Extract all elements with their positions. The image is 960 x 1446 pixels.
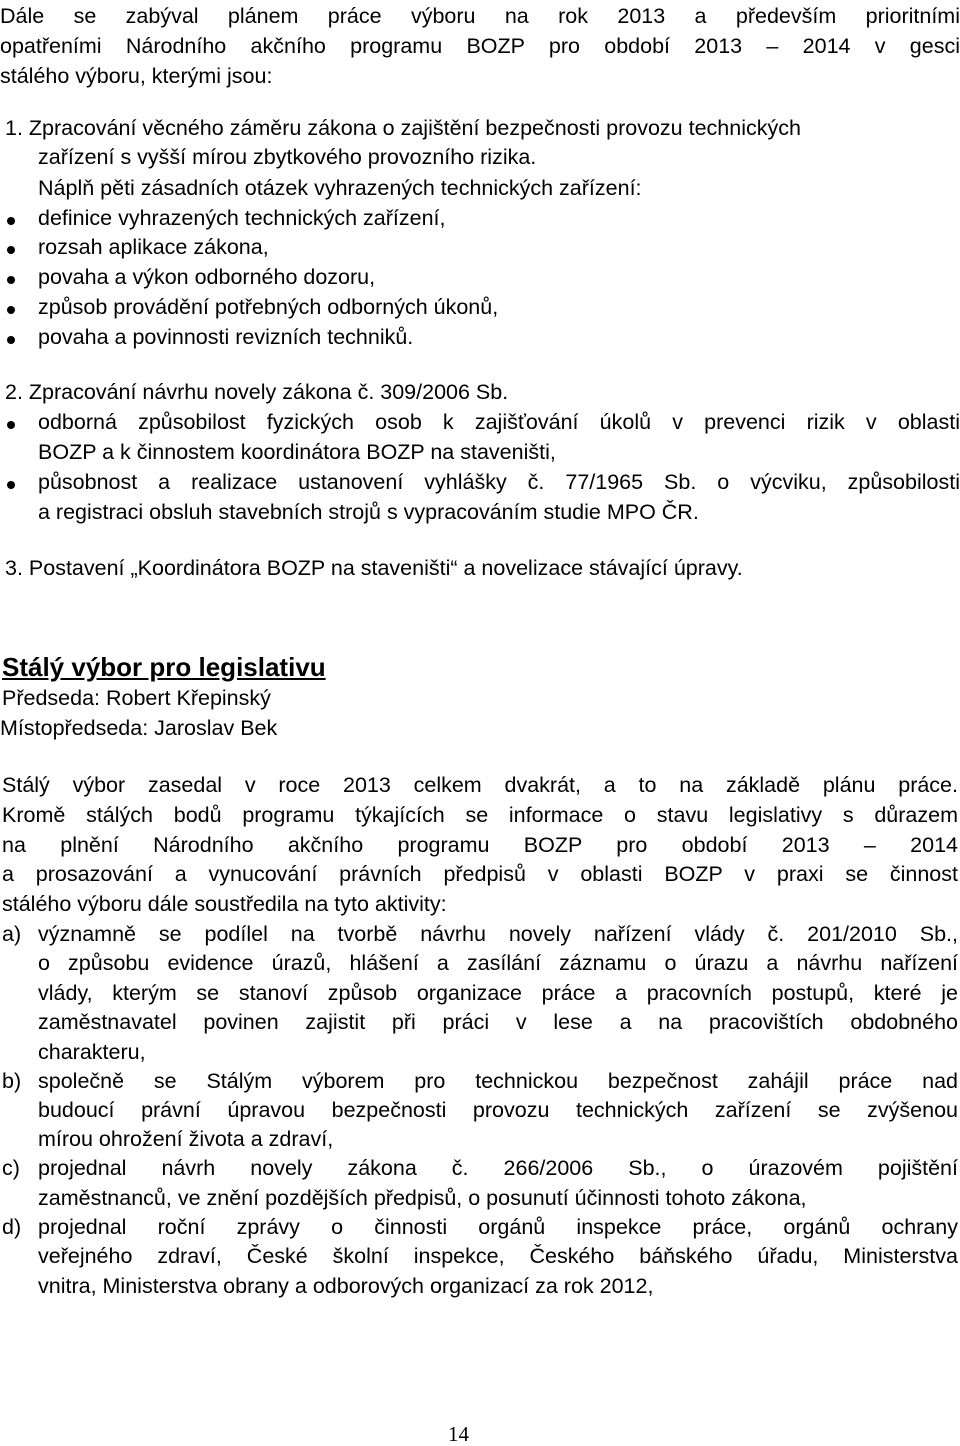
item1-title: 1. Zpracování věcného záměru zákona o zajištění bezpečnosti provozu technických bbox=[5, 116, 801, 140]
item2-bullet-1-line-1: odborná způsobilost fyzických osob k zajišťování úkolů v prevenci rizik v oblasti bbox=[38, 410, 960, 434]
bullet-icon bbox=[7, 246, 15, 254]
activity-b-letter: b) bbox=[2, 1069, 22, 1093]
activity-a-line-1: významně se podílel na tvorbě návrhu novely nařízení vlády č. 201/2010 Sb., bbox=[38, 922, 958, 946]
activity-b-line-2: budoucí právní úpravou bezpečnosti provozu technických zařízení se zvýšenou bbox=[38, 1098, 958, 1122]
item1-bullet-2: rozsah aplikace zákona, bbox=[38, 235, 269, 259]
committee-vice-chair: Místopředseda: Jaroslav Bek bbox=[0, 716, 278, 740]
activity-a-line-2: o způsobu evidence úrazů, hlášení a zasílání záznamu o úrazu a návrhu nařízení bbox=[38, 951, 958, 975]
item1-bullet-4: způsob provádění potřebných odborných úkonů, bbox=[38, 295, 499, 319]
report-line-3: na plnění Národního akčního programu BOZP pro období 2013 – 2014 bbox=[2, 833, 958, 857]
activity-a-line-4: zaměstnavatel povinen zajistit při práci v lese a na pracovištích obdobného bbox=[38, 1010, 958, 1034]
bullet-icon bbox=[7, 217, 15, 225]
item3-title: 3. Postavení „Koordinátora BOZP na staveništi“ a novelizace stávající úpravy. bbox=[5, 556, 743, 580]
activity-d-line-1: projednal roční zprávy o činnosti orgánů inspekce práce, orgánů ochrany bbox=[38, 1215, 958, 1239]
bullet-icon bbox=[7, 336, 15, 344]
report-line-4: a prosazování a vynucování právních předpisů v oblasti BOZP v praxi se činnost bbox=[2, 862, 958, 886]
activity-a-letter: a) bbox=[2, 922, 22, 946]
activity-b-line-3: mírou ohrožení života a zdraví, bbox=[38, 1127, 334, 1151]
bullet-icon bbox=[7, 421, 15, 429]
activity-a-line-3: vlády, kterým se stanoví způsob organizace práce a pracovních postupů, které je bbox=[38, 981, 958, 1005]
item1-title-cont: zařízení s vyšší mírou zbytkového provozního rizika. bbox=[38, 145, 537, 169]
activity-c-letter: c) bbox=[2, 1156, 20, 1180]
activity-a-line-5: charakteru, bbox=[38, 1040, 146, 1064]
item1-bullet-3: povaha a výkon odborného dozoru, bbox=[38, 265, 376, 289]
bullet-icon bbox=[7, 481, 15, 489]
intro-line-1: Dále se zabýval plánem práce výboru na rok 2013 a především prioritními bbox=[0, 4, 960, 28]
activity-d-line-3: vnitra, Ministerstva obrany a odborových organizací za rok 2012, bbox=[38, 1274, 654, 1298]
page-number: 14 bbox=[448, 1422, 469, 1446]
intro-line-3: stálého výboru, kterými jsou: bbox=[0, 64, 273, 88]
activity-b-line-1: společně se Stálým výborem pro technickou bezpečnost zahájil práce nad bbox=[38, 1069, 958, 1093]
item2-title: 2. Zpracování návrhu novely zákona č. 309/2006 Sb. bbox=[5, 380, 509, 404]
bullet-icon bbox=[7, 276, 15, 284]
bullet-icon bbox=[7, 306, 15, 314]
item1-bullet-5: povaha a povinnosti revizních techniků. bbox=[38, 325, 414, 349]
item2-bullet-2-line-1: působnost a realizace ustanovení vyhlášky č. 77/1965 Sb. o výcviku, způsobilosti bbox=[38, 470, 960, 494]
item2-bullet-2-line-2: a registraci obsluh stavebních strojů s vypracováním studie MPO ČR. bbox=[38, 500, 699, 524]
item1-lead: Náplň pěti zásadních otázek vyhrazených technických zařízení: bbox=[38, 176, 642, 200]
activity-c-line-1: projednal návrh novely zákona č. 266/2006 Sb., o úrazovém pojištění bbox=[38, 1156, 958, 1180]
committee-chair: Předseda: Robert Křepinský bbox=[2, 686, 271, 710]
item1-bullet-1: definice vyhrazených technických zařízení, bbox=[38, 206, 446, 230]
committee-heading: Stálý výbor pro legislativu bbox=[2, 652, 326, 682]
report-line-2: Kromě stálých bodů programu týkajících se informace o stavu legislativy s důrazem bbox=[2, 803, 958, 827]
activity-d-line-2: veřejného zdraví, České školní inspekce, Českého báňského úřadu, Ministerstva bbox=[38, 1244, 958, 1268]
intro-line-2: opatřeními Národního akčního programu BOZP pro období 2013 – 2014 v gesci bbox=[0, 34, 960, 58]
report-line-5: stálého výboru dále soustředila na tyto aktivity: bbox=[2, 892, 447, 916]
activity-d-letter: d) bbox=[2, 1215, 22, 1239]
activity-c-line-2: zaměstnanců, ve znění pozdějších předpisů, o posunutí účinnosti tohoto zákona, bbox=[38, 1186, 807, 1210]
item2-bullet-1-line-2: BOZP a k činnostem koordinátora BOZP na staveništi, bbox=[38, 440, 556, 464]
report-line-1: Stálý výbor zasedal v roce 2013 celkem dvakrát, a to na základě plánu práce. bbox=[2, 773, 958, 797]
